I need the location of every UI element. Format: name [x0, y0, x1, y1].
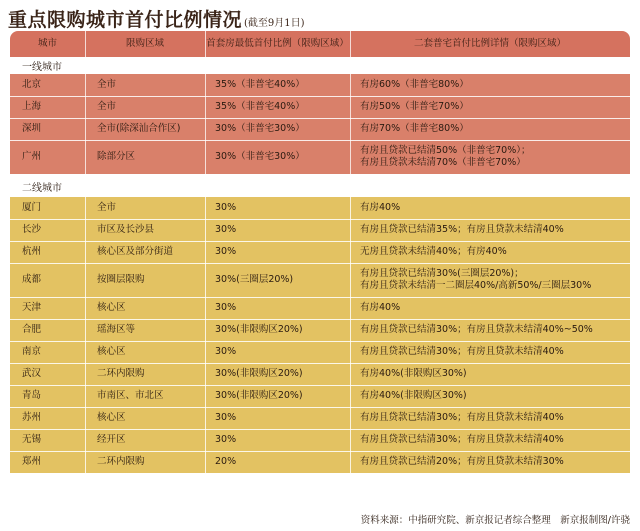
- second-home-line: 有房40%: [360, 302, 401, 313]
- column-divider: [205, 197, 206, 219]
- first-home-cell: 30%: [215, 202, 237, 213]
- city-cell: 无锡: [22, 434, 42, 445]
- table-row: [10, 341, 630, 363]
- second-home-line: 无房且贷款未结清40%；有房40%: [360, 246, 507, 257]
- second-home-cell: [350, 74, 630, 96]
- second-home-cell: [350, 197, 630, 219]
- column-divider: [85, 297, 86, 319]
- column-divider: [85, 385, 86, 407]
- column-divider: [350, 31, 351, 57]
- column-divider: [350, 140, 351, 174]
- column-divider: [205, 96, 206, 118]
- area-cell: 市区及长沙县: [97, 224, 155, 235]
- column-divider: [205, 31, 206, 57]
- title-block: [8, 4, 305, 32]
- column-divider: [85, 197, 86, 219]
- first-home-cell: 30%: [215, 346, 237, 357]
- column-divider: [85, 341, 86, 363]
- row-divider: [10, 219, 630, 220]
- second-home-line: 有房且贷款已结清30%；有房且贷款未结清40%: [360, 412, 564, 423]
- second-home-cell: [350, 385, 630, 407]
- second-home-line: 有房且贷款未结清70%（非普宅70%）: [360, 157, 526, 168]
- second-home-cell: [350, 140, 630, 174]
- table-row: [10, 319, 630, 341]
- second-home-line: 有房60%（非普宅80%）: [360, 79, 469, 90]
- second-home-cell: [350, 297, 630, 319]
- second-home-cell: [350, 118, 630, 140]
- row-divider: [10, 297, 630, 298]
- column-divider: [85, 118, 86, 140]
- column-divider: [350, 219, 351, 241]
- area-cell: 经开区: [97, 434, 126, 445]
- column-divider: [85, 219, 86, 241]
- area-cell: 二环内限购: [97, 456, 145, 467]
- column-divider: [205, 451, 206, 473]
- column-divider: [205, 319, 206, 341]
- city-cell: 青岛: [22, 390, 42, 401]
- area-cell: 核心区: [97, 346, 126, 357]
- table-row: [10, 96, 630, 118]
- column-divider: [205, 385, 206, 407]
- city-cell: 合肥: [22, 324, 42, 335]
- column-divider: [205, 140, 206, 174]
- row-divider: [10, 140, 630, 141]
- column-divider: [350, 74, 351, 96]
- column-divider: [350, 263, 351, 297]
- second-home-line: 有房40%(非限购区30%): [360, 390, 467, 401]
- first-home-cell: 30%: [215, 434, 237, 445]
- second-home-line: 有房70%（非普宅80%）: [360, 123, 469, 134]
- city-cell: 南京: [22, 346, 42, 357]
- page-title: 重点限购城市首付比例情况: [8, 9, 243, 31]
- first-home-cell: 30%（非普宅30%）: [215, 123, 305, 134]
- column-divider: [85, 319, 86, 341]
- city-cell: 郑州: [22, 456, 42, 467]
- column-divider: [85, 74, 86, 96]
- table-row: [10, 451, 630, 473]
- second-home-line: 有房且贷款已结清30%；有房且贷款未结清40%~50%: [360, 324, 593, 335]
- column-divider: [205, 407, 206, 429]
- header-cell: 首套房最低首付比例（限购区域）: [206, 38, 349, 49]
- column-divider: [350, 363, 351, 385]
- first-home-cell: 30%(非限购区20%): [215, 390, 303, 401]
- table-row: [10, 197, 630, 219]
- area-cell: 市南区、市北区: [97, 390, 164, 401]
- first-home-cell: 30%: [215, 246, 237, 257]
- table-row: [10, 140, 630, 174]
- column-divider: [350, 341, 351, 363]
- second-home-cell: [350, 96, 630, 118]
- column-divider: [350, 429, 351, 451]
- section-label-tier1: 一线城市: [10, 57, 630, 74]
- row-divider: [10, 451, 630, 452]
- column-divider: [85, 31, 86, 57]
- second-home-line: 有房且贷款已结清35%；有房且贷款未结清40%: [360, 224, 564, 235]
- header-cell: 二套普宅首付比例详情（限购区域）: [413, 38, 566, 49]
- column-divider: [205, 429, 206, 451]
- city-cell: 杭州: [22, 246, 42, 257]
- table-header-row: [10, 31, 630, 57]
- column-divider: [350, 385, 351, 407]
- row-divider: [10, 341, 630, 342]
- table-row: [10, 407, 630, 429]
- row-divider: [10, 319, 630, 320]
- table-row: [10, 74, 630, 96]
- table-row: [10, 429, 630, 451]
- column-divider: [205, 363, 206, 385]
- column-divider: [85, 140, 86, 174]
- column-divider: [85, 241, 86, 263]
- row-divider: [10, 429, 630, 430]
- area-cell: 除部分区: [97, 151, 136, 162]
- table-row: [10, 297, 630, 319]
- table-row: [10, 219, 630, 241]
- area-cell: 全市: [97, 202, 117, 213]
- table-row: [10, 241, 630, 263]
- column-divider: [205, 341, 206, 363]
- city-cell: 长沙: [22, 224, 42, 235]
- second-home-line: 有房50%（非普宅70%）: [360, 101, 469, 112]
- header-cell: 限购区域: [125, 38, 164, 49]
- title-date-note: (截至9月1日): [244, 18, 305, 29]
- area-cell: 全市: [97, 79, 117, 90]
- area-cell: 全市: [97, 101, 117, 112]
- area-cell: 按圈层限购: [97, 274, 145, 285]
- column-divider: [350, 451, 351, 473]
- table-row: [10, 118, 630, 140]
- column-divider: [205, 219, 206, 241]
- first-home-cell: 30%(非限购区20%): [215, 368, 303, 379]
- second-home-line: 有房且贷款未结清一二圈层40%/高新50%/三圈层30%: [360, 280, 592, 291]
- table-row: [10, 385, 630, 407]
- column-divider: [85, 96, 86, 118]
- second-home-cell: [350, 363, 630, 385]
- second-home-line: 有房且贷款已结清20%；有房且贷款未结清30%: [360, 456, 564, 467]
- column-divider: [85, 363, 86, 385]
- area-cell: 瑶海区等: [97, 324, 136, 335]
- column-divider: [85, 407, 86, 429]
- column-divider: [205, 74, 206, 96]
- area-cell: 核心区: [97, 302, 126, 313]
- table-row: [10, 363, 630, 385]
- row-divider: [10, 363, 630, 364]
- first-home-cell: 30%: [215, 224, 237, 235]
- second-home-cell: [350, 341, 630, 363]
- second-home-cell: [350, 219, 630, 241]
- second-home-cell: [350, 319, 630, 341]
- second-home-cell: [350, 263, 630, 297]
- second-home-cell: [350, 451, 630, 473]
- city-cell: 广州: [22, 151, 42, 162]
- second-home-line: 有房且贷款已结清30%；有房且贷款未结清40%: [360, 434, 564, 445]
- source-credit: 资料来源：中指研究院、新京报记者综合整理 新京报制图/许骁: [360, 515, 630, 526]
- column-divider: [205, 241, 206, 263]
- row-divider: [10, 118, 630, 119]
- first-home-cell: 30%(非限购区20%): [215, 324, 303, 335]
- city-cell: 天津: [22, 302, 42, 313]
- second-home-line: 有房且贷款已结清50%（非普宅70%）；: [360, 145, 531, 156]
- column-divider: [350, 407, 351, 429]
- row-divider: [10, 263, 630, 264]
- first-home-cell: 30%: [215, 302, 237, 313]
- header-cell: 城市: [37, 38, 57, 49]
- area-cell: 核心区及部分街道: [97, 246, 174, 257]
- city-cell: 上海: [22, 101, 42, 112]
- city-cell: 武汉: [22, 368, 42, 379]
- column-divider: [350, 118, 351, 140]
- column-divider: [205, 263, 206, 297]
- row-divider: [10, 241, 630, 242]
- second-home-cell: [350, 407, 630, 429]
- second-home-line: 有房40%(非限购区30%): [360, 368, 467, 379]
- column-divider: [350, 319, 351, 341]
- column-divider: [85, 263, 86, 297]
- column-divider: [350, 241, 351, 263]
- city-cell: 深圳: [22, 123, 42, 134]
- column-divider: [85, 451, 86, 473]
- row-divider: [10, 407, 630, 408]
- city-cell: 北京: [22, 79, 42, 90]
- second-home-cell: [350, 429, 630, 451]
- row-divider: [10, 385, 630, 386]
- first-home-cell: 30%（非普宅30%）: [215, 151, 305, 162]
- section-label-tier2: 二线城市: [10, 178, 630, 195]
- first-home-cell: 35%（非普宅40%）: [215, 79, 305, 90]
- second-home-cell: [350, 241, 630, 263]
- column-divider: [350, 197, 351, 219]
- city-cell: 成都: [22, 274, 42, 285]
- second-home-line: 有房40%: [360, 202, 401, 213]
- first-home-cell: 30%(三圈层20%): [215, 274, 294, 285]
- area-cell: 全市(除深汕合作区): [97, 123, 181, 134]
- area-cell: 核心区: [97, 412, 126, 423]
- column-divider: [205, 118, 206, 140]
- column-divider: [85, 429, 86, 451]
- row-divider: [10, 96, 630, 97]
- table-row: [10, 263, 630, 297]
- second-home-line: 有房且贷款已结清30%；有房且贷款未结清40%: [360, 346, 564, 357]
- city-cell: 苏州: [22, 412, 42, 423]
- column-divider: [350, 96, 351, 118]
- first-home-cell: 35%（非普宅40%）: [215, 101, 305, 112]
- city-cell: 厦门: [22, 202, 42, 213]
- first-home-cell: 30%: [215, 412, 237, 423]
- column-divider: [205, 297, 206, 319]
- first-home-cell: 20%: [215, 456, 237, 467]
- area-cell: 二环内限购: [97, 368, 145, 379]
- second-home-line: 有房且贷款已结清30%(三圈层20%)；: [360, 268, 524, 279]
- column-divider: [350, 297, 351, 319]
